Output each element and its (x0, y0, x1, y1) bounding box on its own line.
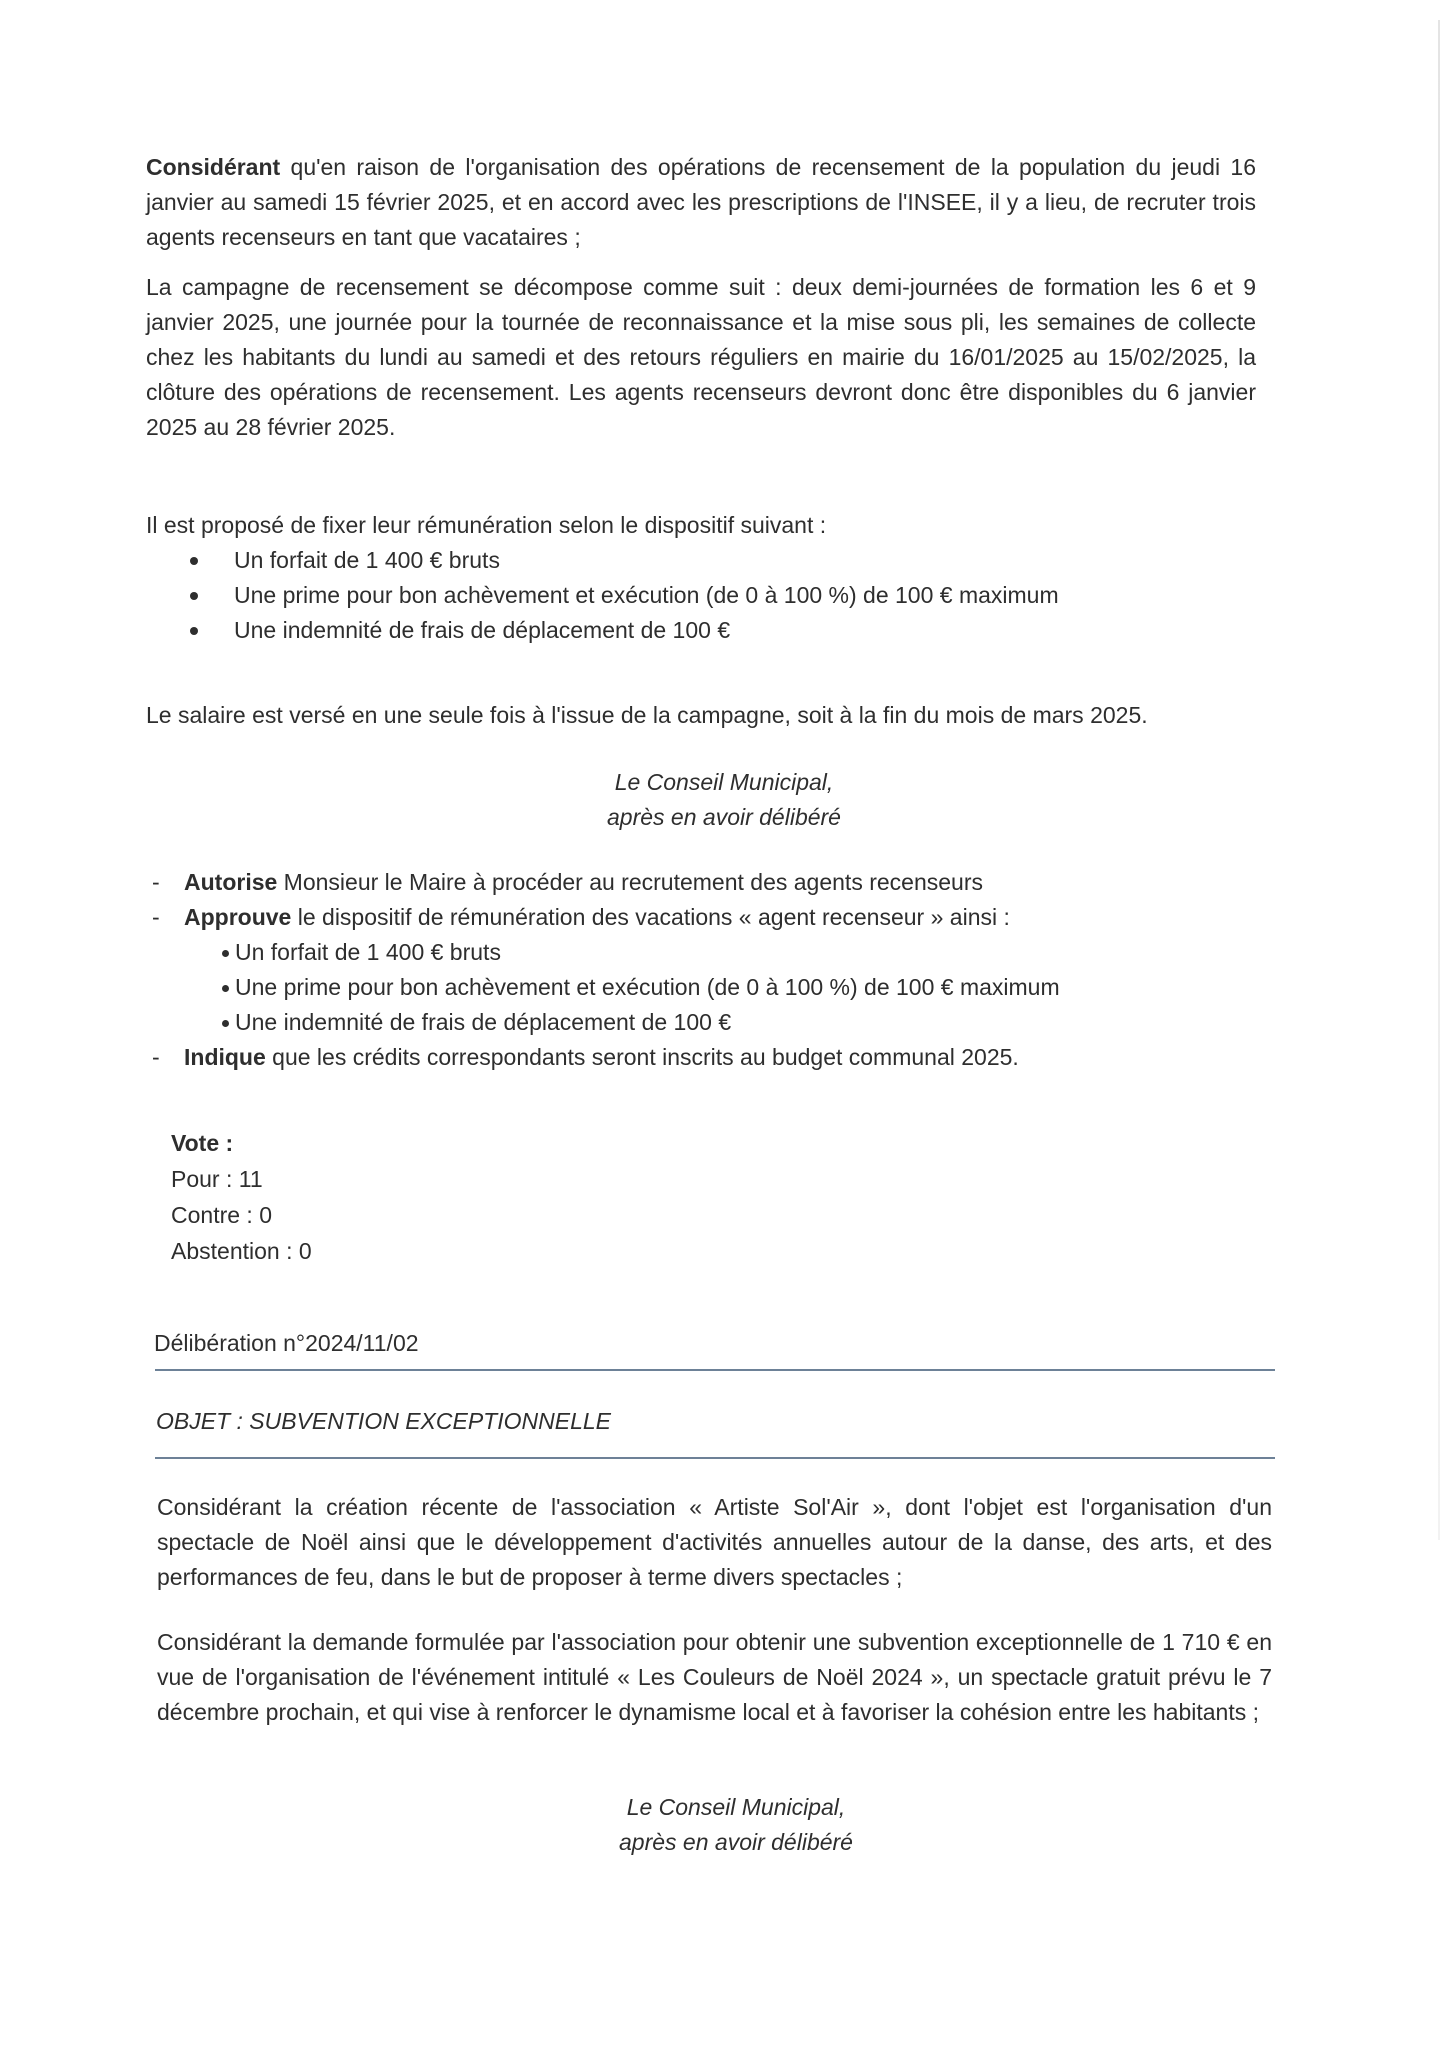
approuve-list (222, 935, 1222, 1040)
dash-marker: - (152, 904, 160, 930)
list-item (222, 1005, 1222, 1040)
bullet-icon (190, 592, 198, 600)
indique-text: que les crédits correspondants seront inscrits au budget communal 2025. (265, 1044, 1019, 1070)
bullet-icon (222, 1020, 229, 1027)
bullet-icon (190, 627, 198, 635)
dash-marker: - (152, 869, 160, 895)
conseil-line-1: Le Conseil Municipal, (614, 769, 834, 795)
conseil-line-2: après en avoir délibéré (619, 1829, 853, 1855)
list-item (190, 613, 1240, 648)
approuve-text: le dispositif de rémunération des vacations « agent recenseur » ainsi : (291, 904, 1010, 930)
list-item-text: Une prime pour bon achèvement et exécution (de 0 à 100 %) de 100 € maximum (235, 974, 1060, 1000)
vote-abstention: Abstention : 0 (171, 1238, 312, 1264)
indique-keyword: Indique (184, 1044, 266, 1070)
bullet-icon (190, 557, 198, 565)
dash-marker: - (152, 1044, 160, 1070)
list-item-text: Une indemnité de frais de déplacement de 100 € (234, 617, 731, 643)
vote-title: Vote : (171, 1130, 234, 1156)
decision-text (184, 865, 983, 900)
conseil-line-2: après en avoir délibéré (607, 804, 841, 830)
autorise-text: Monsieur le Maire à procéder au recrutement des agents recenseurs (277, 869, 983, 895)
bullet-icon (222, 985, 229, 992)
conseil-heading-2 (12, 1790, 1448, 1860)
list-item-text: Une indemnité de frais de déplacement de 100 € (235, 1009, 732, 1035)
list-item-text: Un forfait de 1 400 € bruts (235, 939, 501, 965)
campagne-paragraph: La campagne de recensement se décompose comme suit : deux demi-journées de formation les 6 et 9 janvier 2025, une journée pour la tournée de reconnaissance et la mise sous pli, les semaines de collecte chez les habitants du lundi au samedi et des retours réguliers en mairie du 16/01/2025 au 15/02/2025, la clôture des opérations de recensement. Les agents recenseurs devront donc être disponibles du 6 janvier 2025 au 28 février 2025. (146, 274, 1256, 440)
conseil-line-1: Le Conseil Municipal, (626, 1794, 846, 1820)
approuve-keyword: Approuve (184, 904, 292, 930)
salaire-paragraph: Le salaire est versé en une seule fois à l'issue de la campagne, soit à la fin du mois de mars 2025. (146, 702, 1148, 728)
decision-approuve (146, 900, 1256, 935)
proposition-intro: Il est proposé de fixer leur rémunération selon le dispositif suivant : (146, 512, 827, 538)
decision-text (184, 1040, 1019, 1075)
list-item-text: Une prime pour bon achèvement et exécution (de 0 à 100 %) de 100 € maximum (234, 582, 1059, 608)
bullet-icon (222, 950, 229, 957)
considerant-association-paragraph: Considérant la création récente de l'association « Artiste Sol'Air », dont l'objet est l'organisation d'un spectacle de Noël ainsi que le développement d'activités annuelles autour de la danse, des arts, et des performances de feu, dans le but de proposer à terme divers spectacles ; (157, 1494, 1272, 1590)
list-item (222, 970, 1222, 1005)
list-item (190, 543, 1240, 578)
divider-line (155, 1369, 1275, 1371)
list-item (222, 935, 1222, 970)
considerant-text: qu'en raison de l'organisation des opérations de recensement de la population du jeudi 16 janvier au samedi 15 février 2025, et en accord avec les prescriptions de l'INSEE, il y a lieu, de recruter trois agents recenseurs en tant que vacataires ; (146, 154, 1256, 250)
vote-pour: Pour : 11 (171, 1166, 263, 1192)
autorise-keyword: Autorise (184, 869, 278, 895)
list-item-text: Un forfait de 1 400 € bruts (234, 547, 500, 573)
decision-text (184, 900, 1010, 935)
considerant-keyword: Considérant (146, 154, 281, 180)
decision-autorise (146, 865, 1256, 900)
conseil-heading (0, 765, 1448, 835)
vote-contre: Contre : 0 (171, 1202, 272, 1228)
deliberation-number: Délibération n°2024/11/02 (154, 1330, 419, 1356)
considerant-demande-paragraph: Considérant la demande formulée par l'association pour obtenir une subvention exceptionnelle de 1 710 € en vue de l'organisation de l'événement intitulé « Les Couleurs de Noël 2024 », un spectacle gratuit prévu le 7 décembre prochain, et qui vise à renforcer le dynamisme local et à favoriser la cohésion entre les habitants ; (157, 1629, 1272, 1725)
proposition-list (190, 543, 1240, 648)
list-item (190, 578, 1240, 613)
divider-line (155, 1457, 1275, 1459)
considerant-paragraph (146, 150, 1256, 255)
decision-indique (146, 1040, 1256, 1075)
objet-title: OBJET : SUBVENTION EXCEPTIONNELLE (156, 1408, 611, 1434)
